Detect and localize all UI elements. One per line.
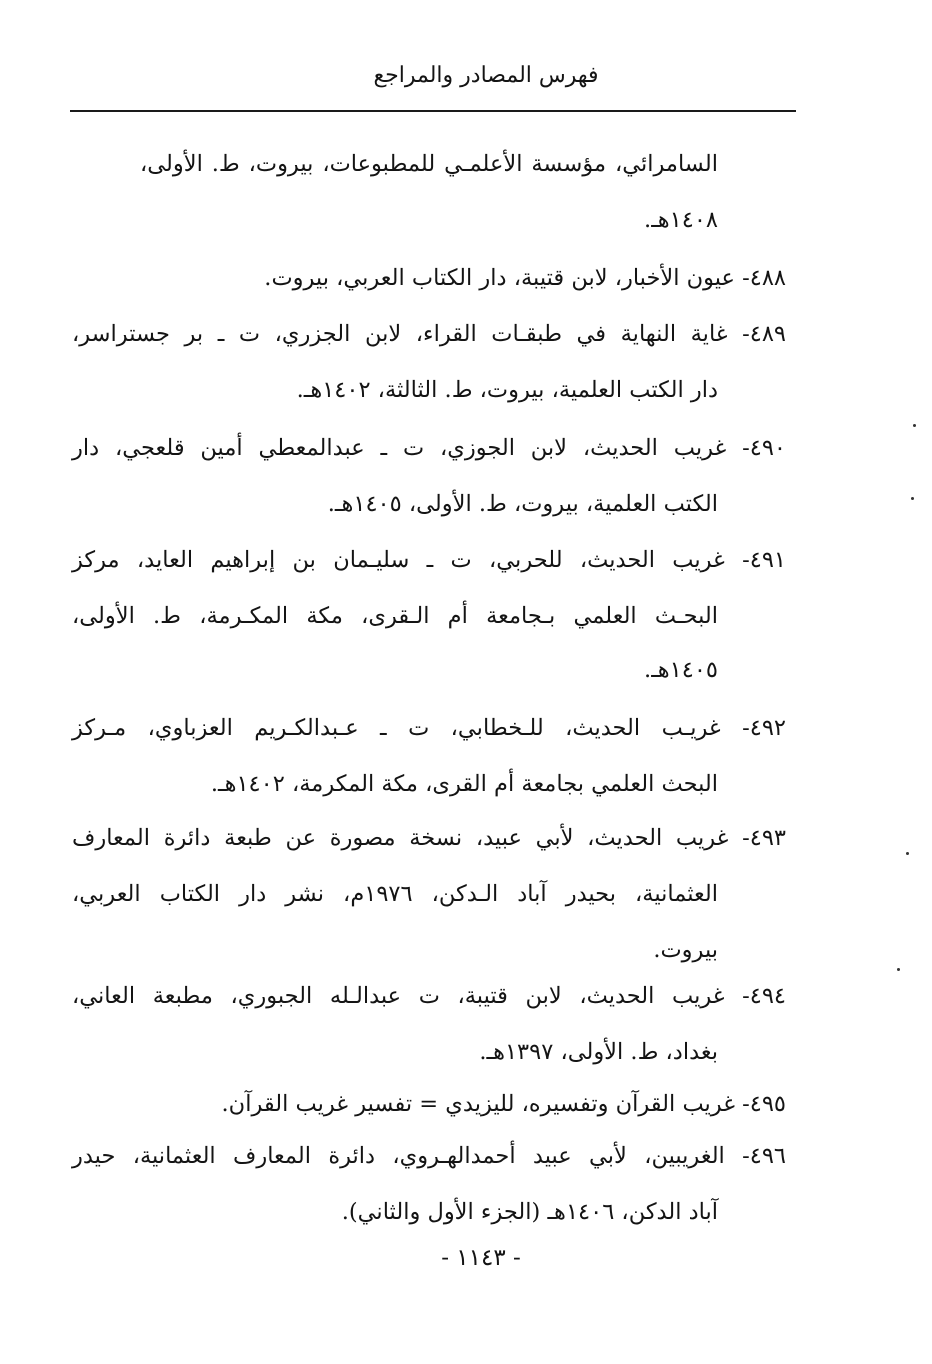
- bibliography-line: البحث العلمي بجامعة أم القرى، مكة المكرمة، ١٤٠٢هـ.: [210, 771, 718, 797]
- bibliography-entry-496: ٤٩٦- الغريبين، لأبي عبيد أحمدالهـروي، دائرة المعارف العثمانية، حيدر: [72, 1143, 786, 1169]
- header-divider: [70, 110, 796, 112]
- bibliography-line: ١٤٠٥هـ.: [644, 657, 718, 683]
- bibliography-line: آباد الدكن، ١٤٠٦هـ (الجزء الأول والثاني).: [341, 1199, 718, 1225]
- bibliography-line: بيروت.: [653, 937, 718, 963]
- page-number: - ١١٤٣ -: [441, 1245, 521, 1271]
- bibliography-line: الكتب العلمية، بيروت، ط. الأولى، ١٤٠٥هـ.: [327, 491, 718, 517]
- bibliography-line: البحـث العلمي بـجامعة أم الـقرى، مكة المكـرمة، ط. الأولى،: [72, 603, 718, 629]
- page-header-title: فهرس المصادر والمراجع: [373, 63, 599, 88]
- scan-speck: [911, 497, 914, 500]
- bibliography-line: السامرائي، مؤسسة الأعلمـي للمطبوعات، بيروت، ط. الأولى،: [140, 151, 718, 177]
- scan-speck: [913, 424, 916, 427]
- bibliography-line: ١٤٠٨هـ.: [644, 207, 718, 233]
- bibliography-entry-493: ٤٩٣- غريب الحديث، لأبي عبيد، نسخة مصورة عن طبعة دائرة المعارف: [72, 825, 786, 851]
- bibliography-line: العثمانية، بحيدر آباد الـدكن، ١٩٧٦م، نشر دار الكتاب العربي،: [72, 881, 718, 907]
- bibliography-entry-492: ٤٩٢- غريـب الحديث، للـخطابي، ت ـ عـبدالكـريم العزباوي، مـركز: [72, 715, 786, 741]
- bibliography-line: دار الكتب العلمية، بيروت، ط. الثالثة، ١٤٠٢هـ.: [296, 377, 718, 403]
- bibliography-entry-490: ٤٩٠- غريب الحديث، لابن الجوزي، ت ـ عبدالمعطي أمين قلعجي، دار: [72, 435, 786, 461]
- bibliography-entry-488: ٤٨٨- عيون الأخبار، لابن قتيبة، دار الكتاب العربي، بيروت.: [264, 265, 786, 291]
- bibliography-entry-494: ٤٩٤- غريب الحديث، لابن قتيبة، ت عبدالـله الجبوري، مطبعة العاني،: [72, 983, 786, 1009]
- bibliography-entry-495: ٤٩٥- غريب القرآن وتفسيره، لليزيدي = تفسير غريب القرآن.: [221, 1091, 786, 1117]
- bibliography-entry-491: ٤٩١- غريب الحديث، للحربي، ت ـ سليـمان بن إبراهيم العايد، مركز: [72, 547, 786, 573]
- bibliography-entry-489: ٤٨٩- غاية النهاية في طبقـات القراء، لابن الجزري، ت ـ بر جستراسر،: [72, 321, 786, 347]
- scan-speck: [906, 852, 909, 855]
- scan-speck: [897, 968, 900, 971]
- bibliography-line: بغداد، ط. الأولى، ١٣٩٧هـ.: [479, 1039, 718, 1065]
